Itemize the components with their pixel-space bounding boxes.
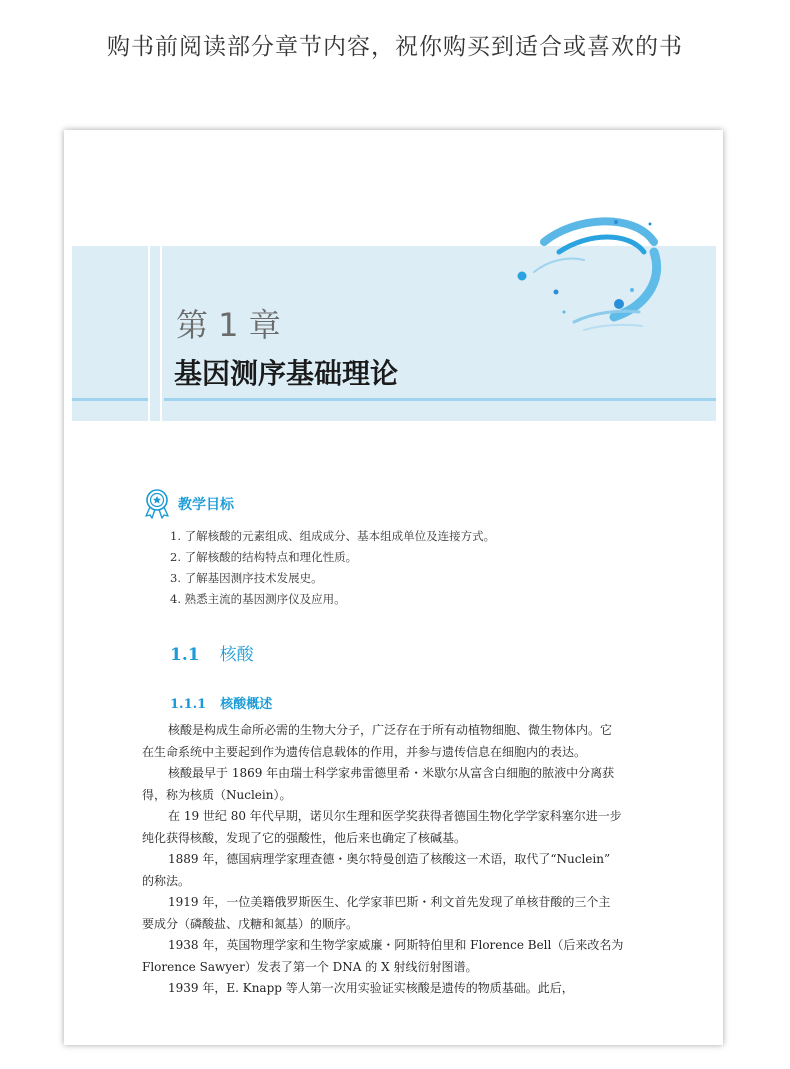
body-text-line: 的称法。 xyxy=(142,873,191,888)
objectives-label: 教学目标 xyxy=(178,497,234,513)
body-text-line: 在生命系统中主要起到作为遗传信息载体的作用，并参与遗传信息在细胞内的表达。 xyxy=(142,744,587,759)
chapter-number: 第 1 章 xyxy=(176,306,281,344)
body-text-line: 1919 年，一位美籍俄罗斯医生、化学家菲巴斯・利文首先发现了单核苷酸的三个主 xyxy=(168,895,611,909)
band-bottom-rule-left xyxy=(72,398,148,401)
body-text-line: 1938 年，英国物理学家和生物学家威廉・阿斯特伯里和 Florence Bell（后来改名为 xyxy=(168,938,624,952)
subsection-title: 核酸概述 xyxy=(220,697,273,712)
award-badge-icon xyxy=(142,488,172,520)
top-banner xyxy=(0,0,790,100)
objectives-heading xyxy=(142,488,234,520)
subsection-heading xyxy=(170,693,272,712)
body-paragraphs xyxy=(142,720,654,1000)
body-text-line: 1939 年，E. Knapp 等人第一次用实验证实核酸是遗传的物质基础。此后， xyxy=(168,981,574,995)
subsection-number: 1.1.1 xyxy=(170,697,207,712)
body-text-line: 在 19 世纪 80 年代早期，诺贝尔生理和医学奖获得者德国生物化学学家科塞尔进一步 xyxy=(168,809,622,823)
list-item: 1. 了解核酸的元素组成、组成成分、基本组成单位及连接方式。 xyxy=(170,529,496,543)
body-text-line: 核酸最早于 1869 年由瑞士科学家弗雷德里希・米歇尔从富含白细胞的脓液中分离获 xyxy=(168,766,615,780)
objectives-list xyxy=(170,526,495,610)
list-item: 3. 了解基因测序技术发展史。 xyxy=(170,571,323,585)
swirl-decoration-icon xyxy=(504,212,684,342)
section-number: 1.1 xyxy=(170,645,200,665)
list-item: 2. 了解核酸的结构特点和理化性质。 xyxy=(170,550,358,564)
section-title: 核酸 xyxy=(219,645,254,665)
body-text-line: 1889 年，德国病理学家理查德・奥尔特曼创造了核酸这一术语，取代了“Nuclein” xyxy=(168,852,611,866)
body-text-line: 纯化获得核酸，发现了它的强酸性，他后来也确定了核碱基。 xyxy=(142,830,467,845)
body-text-line: 要成分（磷酸盐、戊糖和氮基）的顺序。 xyxy=(142,916,359,931)
band-vertical-line xyxy=(160,240,162,422)
body-text-line: 核酸是构成生命所必需的生物大分子，广泛存在于所有动植物细胞、微生物体内。它 xyxy=(168,723,613,737)
book-page xyxy=(64,130,723,1045)
body-text-line: Florence Sawyer）发表了第一个 DNA 的 X 射线衍射图谱。 xyxy=(142,959,478,974)
band-bottom-rule-right xyxy=(164,398,716,401)
list-item: 4. 熟悉主流的基因测序仪及应用。 xyxy=(170,592,346,606)
banner-text: 购书前阅读部分章节内容，祝你购买到适合或喜欢的书 xyxy=(107,34,683,60)
chapter-title: 基因测序基础理论 xyxy=(174,357,399,390)
body-text-line: 得，称为核质（Nuclein）。 xyxy=(142,787,292,802)
section-heading xyxy=(170,640,254,665)
band-vertical-line xyxy=(148,240,150,422)
